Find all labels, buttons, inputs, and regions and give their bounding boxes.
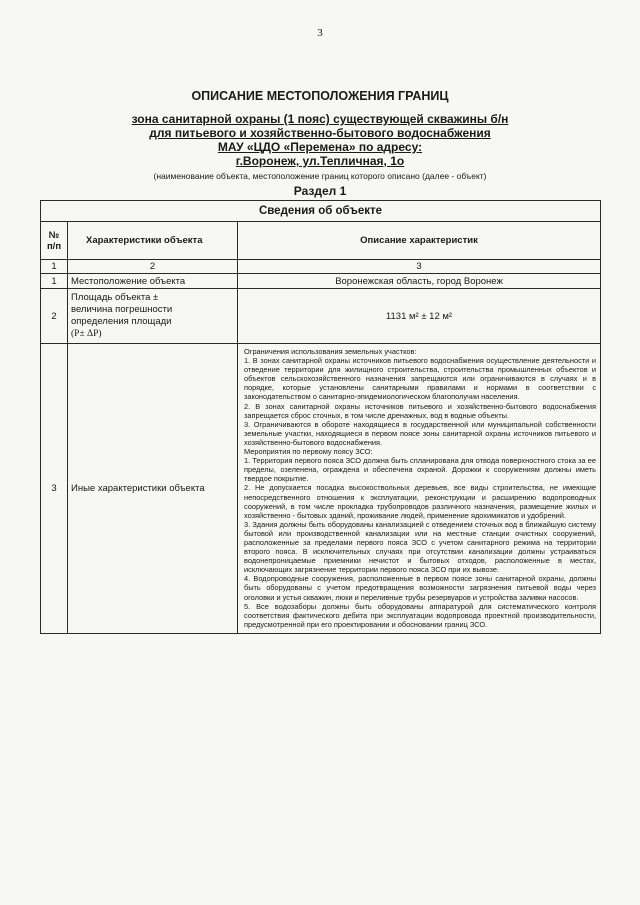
object-info-table [40, 200, 601, 634]
row-label: Местоположение объекта [68, 274, 238, 289]
description-paragraph: 3. Здания должны быть оборудованы канализацией с отведением сточных вод в ближайшую систему бытовой или производственной канализации или на местные станции очистных сооружений, расположенные за пределами первого пояса ЗСО с учетом санитарного режима на территории второго пояса. В исключительных случаях при отсутствии канализации должны устраиваться водонепроницаемые приемники нечистот и бытовых отходов, расположенные в местах, исключающих загрязнение территории первого пояса ЗСО при их вывозе. [244, 519, 597, 575]
description-paragraph: 3. Ограничиваются в обороте находящиеся в государственной или муниципальной собственности земельные участки, находящиеся в первом поясе зоны санитарной охраны источников питьевого и хозяйственно-бытового водоснабжения. [244, 419, 597, 447]
document-title: ОПИСАНИЕ МЕСТОПОЛОЖЕНИЯ ГРАНИЦ [191, 89, 449, 103]
row-label: Иные характеристики объекта [68, 344, 238, 634]
header-characteristics: Характеристики объекта [68, 222, 238, 260]
table-title: Сведения об объекте [41, 201, 601, 222]
description-paragraph: Ограничения использования земельных участков: [244, 347, 417, 356]
page-number: 3 [317, 27, 323, 39]
column-number-3: 3 [238, 260, 601, 274]
row-label-line-1: Площадь объекта ± [71, 292, 159, 303]
section-heading: Раздел 1 [293, 184, 347, 198]
row-value: Воронежская область, город Воронеж [238, 274, 601, 289]
row-num: 2 [41, 289, 68, 344]
row-label-line-4: (P± ΔP) [71, 329, 102, 339]
row-label [68, 289, 238, 344]
subtitle-line-2: для питьевого и хозяйственно-бытового водоснабжения [149, 126, 491, 140]
table-header-row [41, 222, 601, 260]
column-number-row [41, 260, 601, 274]
subtitle-line-1: зона санитарной охраны (1 пояс) существующей скважины б/н [131, 112, 509, 126]
table-row [41, 289, 601, 344]
header-num [41, 222, 68, 260]
row-num: 1 [41, 274, 68, 289]
description-paragraph: Мероприятия по первому поясу ЗСО: [244, 447, 373, 457]
subtitle-line-4: г.Воронеж, ул.Тепличная, 1о [235, 154, 405, 168]
description-paragraph: 5. Все водозаборы должны быть оборудованы аппаратурой для систематического контроля соответствия фактического дебита при эксплуатации водопровода проектной производительности, предусмотренной при его проектировании и обосновании границ ЗСО. [244, 601, 597, 629]
row-label-line-2: величина погрешности [71, 304, 173, 315]
column-number-1: 1 [41, 260, 68, 274]
row-num: 3 [41, 344, 68, 634]
column-number-2: 2 [68, 260, 238, 274]
header-description: Описание характеристик [238, 222, 601, 260]
description-paragraph: 4. Водопроводные сооружения, расположенные в первом поясе зоны санитарной охраны, должны быть оборудованы с учетом предотвращения возможности загрязнения питьевой воды через оголовки и устья скважин, люки и переливные трубы резервуаров и устройства заливки насосов. [244, 574, 597, 602]
row-description [238, 344, 601, 634]
table-row [41, 274, 601, 289]
description-paragraph: 1. Территория первого пояса ЗСО должна быть спланирована для отвода поверхностного стока за ее пределы, озеленена, ограждена и обеспечена охраной. Дорожки к сооружениям должны иметь твердое покрытие. [244, 456, 597, 484]
table-row [41, 344, 601, 634]
header-num-line-1: № [48, 229, 60, 241]
subtitle-line-3: МАУ «ЦДО «Перемена» по адресу: [217, 140, 423, 154]
object-note: (наименование объекта, местоположение границ которого описано (далее - объект) [153, 171, 487, 181]
description-paragraph: 2. В зонах санитарной охраны источников питьевого и хозяйственно-бытового водоснабжения запрещается сброс сточных, в том числе дренажных, вод в водные объекты. [244, 401, 597, 420]
header-num-line-2: п/п [46, 240, 62, 252]
row-value: 1131 м² ± 12 м² [238, 289, 601, 344]
description-paragraph: 1. В зонах санитарной охраны источников питьевого водоснабжения осуществление деятельности и отведение территории для жилищного строительства, строительства промышленных объектов и объектов сельскохозяйственного назначения запрещаются или ограничиваются в случаях и в порядке, которые установлены санитарными правилами и нормами в соответствии с законодательством о санитарно-эпидемиологическом благополучии населения. [244, 356, 597, 402]
object-subtitle [0, 112, 640, 168]
row-label-line-3: определения площади [71, 316, 172, 327]
description-paragraph: 2. Не допускается посадка высокоствольных деревьев, все виды строительства, не имеющие непосредственного отношения к эксплуатации, реконструкции и расширению водопроводных сооружений, в том числе прокладка трубопроводов различного назначения, размещение жилых и хозяйственно - бытовых зданий, проживание людей, применение ядохимикатов и удобрений. [244, 483, 597, 520]
